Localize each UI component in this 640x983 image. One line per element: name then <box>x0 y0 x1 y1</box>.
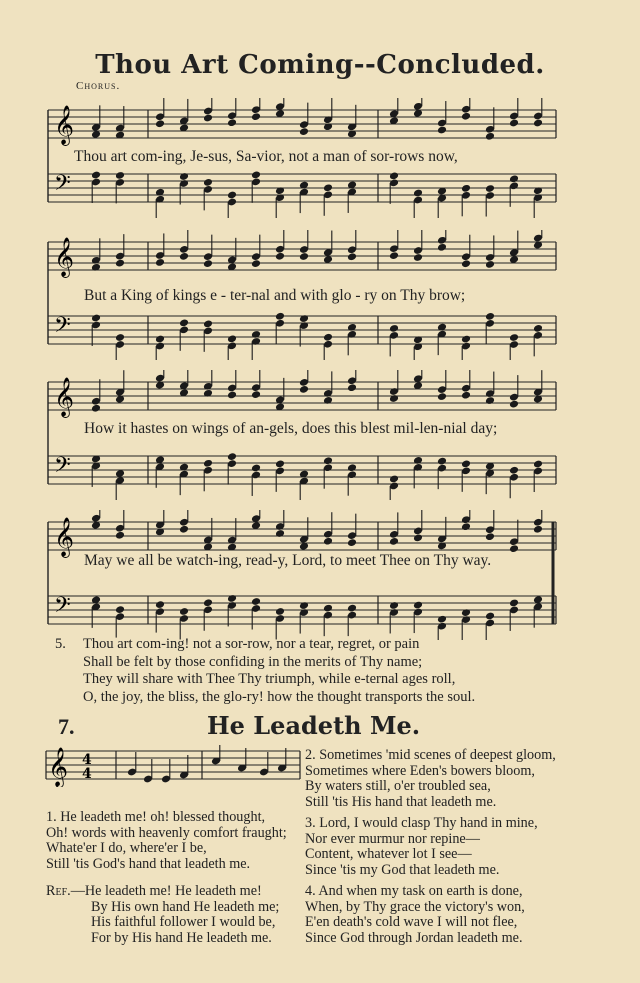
lyric-line-3: How it hastes on wings of an-gels, does this blest mil-len-nial day; <box>84 420 498 437</box>
note-head <box>275 252 285 261</box>
note-head <box>251 330 261 339</box>
note-head <box>299 385 309 394</box>
note-head <box>485 260 495 269</box>
note-head <box>115 333 125 342</box>
stanza-line: Still 'tis His hand that leadeth me. <box>305 793 497 810</box>
note-head <box>533 525 543 534</box>
note-head <box>203 319 213 328</box>
note-head <box>437 392 447 401</box>
note-head <box>203 114 213 123</box>
note-head <box>509 544 519 553</box>
note-head <box>179 525 189 534</box>
stanza-line: Since 'tis my God that leadeth me. <box>305 861 500 878</box>
note-head <box>155 258 165 267</box>
note-head <box>509 400 519 409</box>
note-head <box>347 538 357 547</box>
stanza-line: 4. And when my task on earth is done, <box>305 883 523 899</box>
note-head <box>275 607 285 616</box>
note-head <box>533 119 543 128</box>
note-head <box>509 466 519 475</box>
note-head <box>203 178 213 187</box>
note-head <box>155 335 165 344</box>
lyric-line-2: But a King of kings e - ter-nal and with glo - ry on Thy brow; <box>84 287 466 304</box>
note-head <box>299 601 309 610</box>
note-head <box>275 529 285 538</box>
treble-clef-icon: 𝄞 <box>54 105 75 145</box>
note-head <box>485 612 495 621</box>
note-head <box>227 594 237 603</box>
note-head <box>347 463 357 472</box>
note-head <box>509 333 519 342</box>
note-head <box>533 460 543 469</box>
note-head <box>437 457 447 466</box>
note-head <box>155 119 165 128</box>
note-head <box>413 189 423 198</box>
stanza-3 <box>305 816 538 878</box>
note-head <box>155 600 165 609</box>
note-head <box>389 251 399 260</box>
note-head <box>437 243 447 252</box>
bass-clef-icon: 𝄢 <box>54 171 71 201</box>
lyric-line-4: May we all be watch-ing, read-y, Lord, to meet Thee on Thy way. <box>84 552 492 569</box>
stanza-line: E'en death's cold wave I will not flee, <box>305 914 518 931</box>
stanza-4 <box>305 884 525 946</box>
note-head <box>389 474 399 483</box>
hymn-title: He Leadeth Me. <box>207 711 421 740</box>
stanza-line: When, by Thy grace the victory's won, <box>305 898 525 915</box>
treble-clef-icon: 𝄞 <box>54 377 75 417</box>
bass-clef-icon: 𝄢 <box>54 313 71 343</box>
note-head <box>485 184 495 193</box>
note-head <box>485 396 495 405</box>
stanza-line: 2. Sometimes 'mid scenes of deepest gloom, <box>305 747 556 763</box>
stanza-2 <box>305 748 556 810</box>
note-head <box>179 172 189 181</box>
note-head <box>203 598 213 607</box>
note-head <box>179 607 189 616</box>
music-system-4 <box>42 510 562 640</box>
note-head <box>389 537 399 546</box>
note-head <box>251 170 261 179</box>
note-head <box>437 126 447 135</box>
note-head <box>389 601 399 610</box>
verse-line: Shall be felt by those confiding in the merits of Thy name; <box>83 653 423 670</box>
note-head <box>461 522 471 531</box>
note-head <box>485 132 495 141</box>
verse-line: O, the joy, the bliss, the glo-ry! how the thought transports the soul. <box>83 688 476 705</box>
note-head <box>251 390 261 399</box>
verse-line: They will share with Thee Thy triumph, while e-ternal ages roll, <box>83 671 456 687</box>
note-head <box>251 464 261 473</box>
note-head <box>323 604 333 613</box>
note-head <box>115 259 125 268</box>
bass-clef-icon: 𝄢 <box>54 593 71 623</box>
note-head <box>299 127 309 136</box>
treble-clef-icon: 𝄞 <box>48 747 69 787</box>
music-system-1 <box>42 98 562 218</box>
note-head <box>461 112 471 121</box>
note-head <box>533 324 543 333</box>
stanza-line: For by His hand He leadeth me. <box>91 929 272 946</box>
note-head <box>461 259 471 268</box>
note-head <box>347 252 357 261</box>
note-head <box>179 318 189 327</box>
stanza-line: Nor ever murmur nor repine— <box>305 830 480 847</box>
stanza-line: Oh! words with heavenly comfort fraught; <box>46 824 287 841</box>
time-signature-top: 4 <box>82 752 92 768</box>
note-head <box>115 171 125 180</box>
note-head <box>461 459 471 468</box>
note-head <box>389 324 399 333</box>
note-head <box>323 456 333 465</box>
note-head <box>461 391 471 400</box>
page-title: Thou Art Coming--Concluded. <box>95 50 545 80</box>
note-head <box>227 452 237 461</box>
note-head <box>509 599 519 608</box>
note-head <box>389 394 399 403</box>
lyric-line-1: Thou art com-ing, Je-sus, Sa-vior, not a man of sor-rows now, <box>74 148 458 165</box>
note-head <box>275 459 285 468</box>
note-head <box>299 314 309 323</box>
verse-number: 5. <box>55 636 66 652</box>
note-head <box>437 615 447 624</box>
note-head <box>91 314 101 323</box>
stanza-line: Sometimes where Eden's bowers bloom, <box>305 762 535 779</box>
note-head <box>203 459 213 468</box>
note-head <box>227 391 237 400</box>
stanza-1 <box>46 810 287 872</box>
note-head <box>413 533 423 542</box>
stanza-line: Since God through Jordan leadeth me. <box>305 929 523 946</box>
stanza-line: 3. Lord, I would clasp Thy hand in mine, <box>305 815 538 831</box>
note-head <box>485 312 495 321</box>
note-head <box>91 171 101 180</box>
note-head <box>509 174 519 183</box>
refrain-label: Ref. <box>46 883 71 899</box>
note-head <box>461 184 471 193</box>
note-head <box>251 112 261 121</box>
music-system-3 <box>42 370 562 500</box>
note-head <box>275 312 285 321</box>
note-head <box>299 252 309 261</box>
stanza-line: Content, whatever lot I see— <box>305 846 472 863</box>
incipit-staff <box>42 745 304 791</box>
stanza-line: 1. He leadeth me! oh! blessed thought, <box>46 809 266 825</box>
bass-clef-icon: 𝄢 <box>54 453 71 483</box>
refrain <box>46 884 279 946</box>
note-head <box>251 259 261 268</box>
music-system-2 <box>42 230 562 360</box>
stanza-line: By His own hand He leadeth me; <box>91 898 280 915</box>
note-head <box>323 333 333 342</box>
note-head <box>347 604 357 613</box>
note-head <box>413 253 423 262</box>
note-head <box>91 404 101 413</box>
stanza-line: His faithful follower I would be, <box>91 914 276 931</box>
note-head <box>413 601 423 610</box>
note-head <box>461 335 471 344</box>
note-head <box>203 259 213 268</box>
chorus-label: Chorus. <box>76 80 121 92</box>
note-head <box>227 334 237 343</box>
stanza-line: By waters still, o'er troubled sea, <box>305 778 491 795</box>
treble-clef-icon: 𝄞 <box>54 517 75 557</box>
verse-line: Thou art com-ing! not a sor-row, nor a tear, regret, or pain <box>83 636 420 652</box>
note-head <box>461 608 471 617</box>
note-head <box>323 183 333 192</box>
treble-clef-icon: 𝄞 <box>54 237 75 277</box>
note-head <box>509 119 519 128</box>
note-head <box>251 597 261 606</box>
stanza-line: —He leadeth me! He leadeth me! <box>70 883 262 899</box>
note-head <box>347 383 357 392</box>
time-signature-bottom: 4 <box>82 766 92 782</box>
note-head <box>115 605 125 614</box>
note-head <box>227 191 237 200</box>
note-head <box>323 537 333 546</box>
hymn-number: 7. <box>58 714 75 739</box>
stanza-line: Still 'tis God's hand that leadeth me. <box>46 855 251 872</box>
note-head <box>115 531 125 540</box>
stanza-line: Whate'er I do, where'er I be, <box>46 840 207 857</box>
note-head <box>389 171 399 180</box>
note-head <box>485 532 495 541</box>
note-head <box>227 118 237 127</box>
note-head <box>179 252 189 261</box>
